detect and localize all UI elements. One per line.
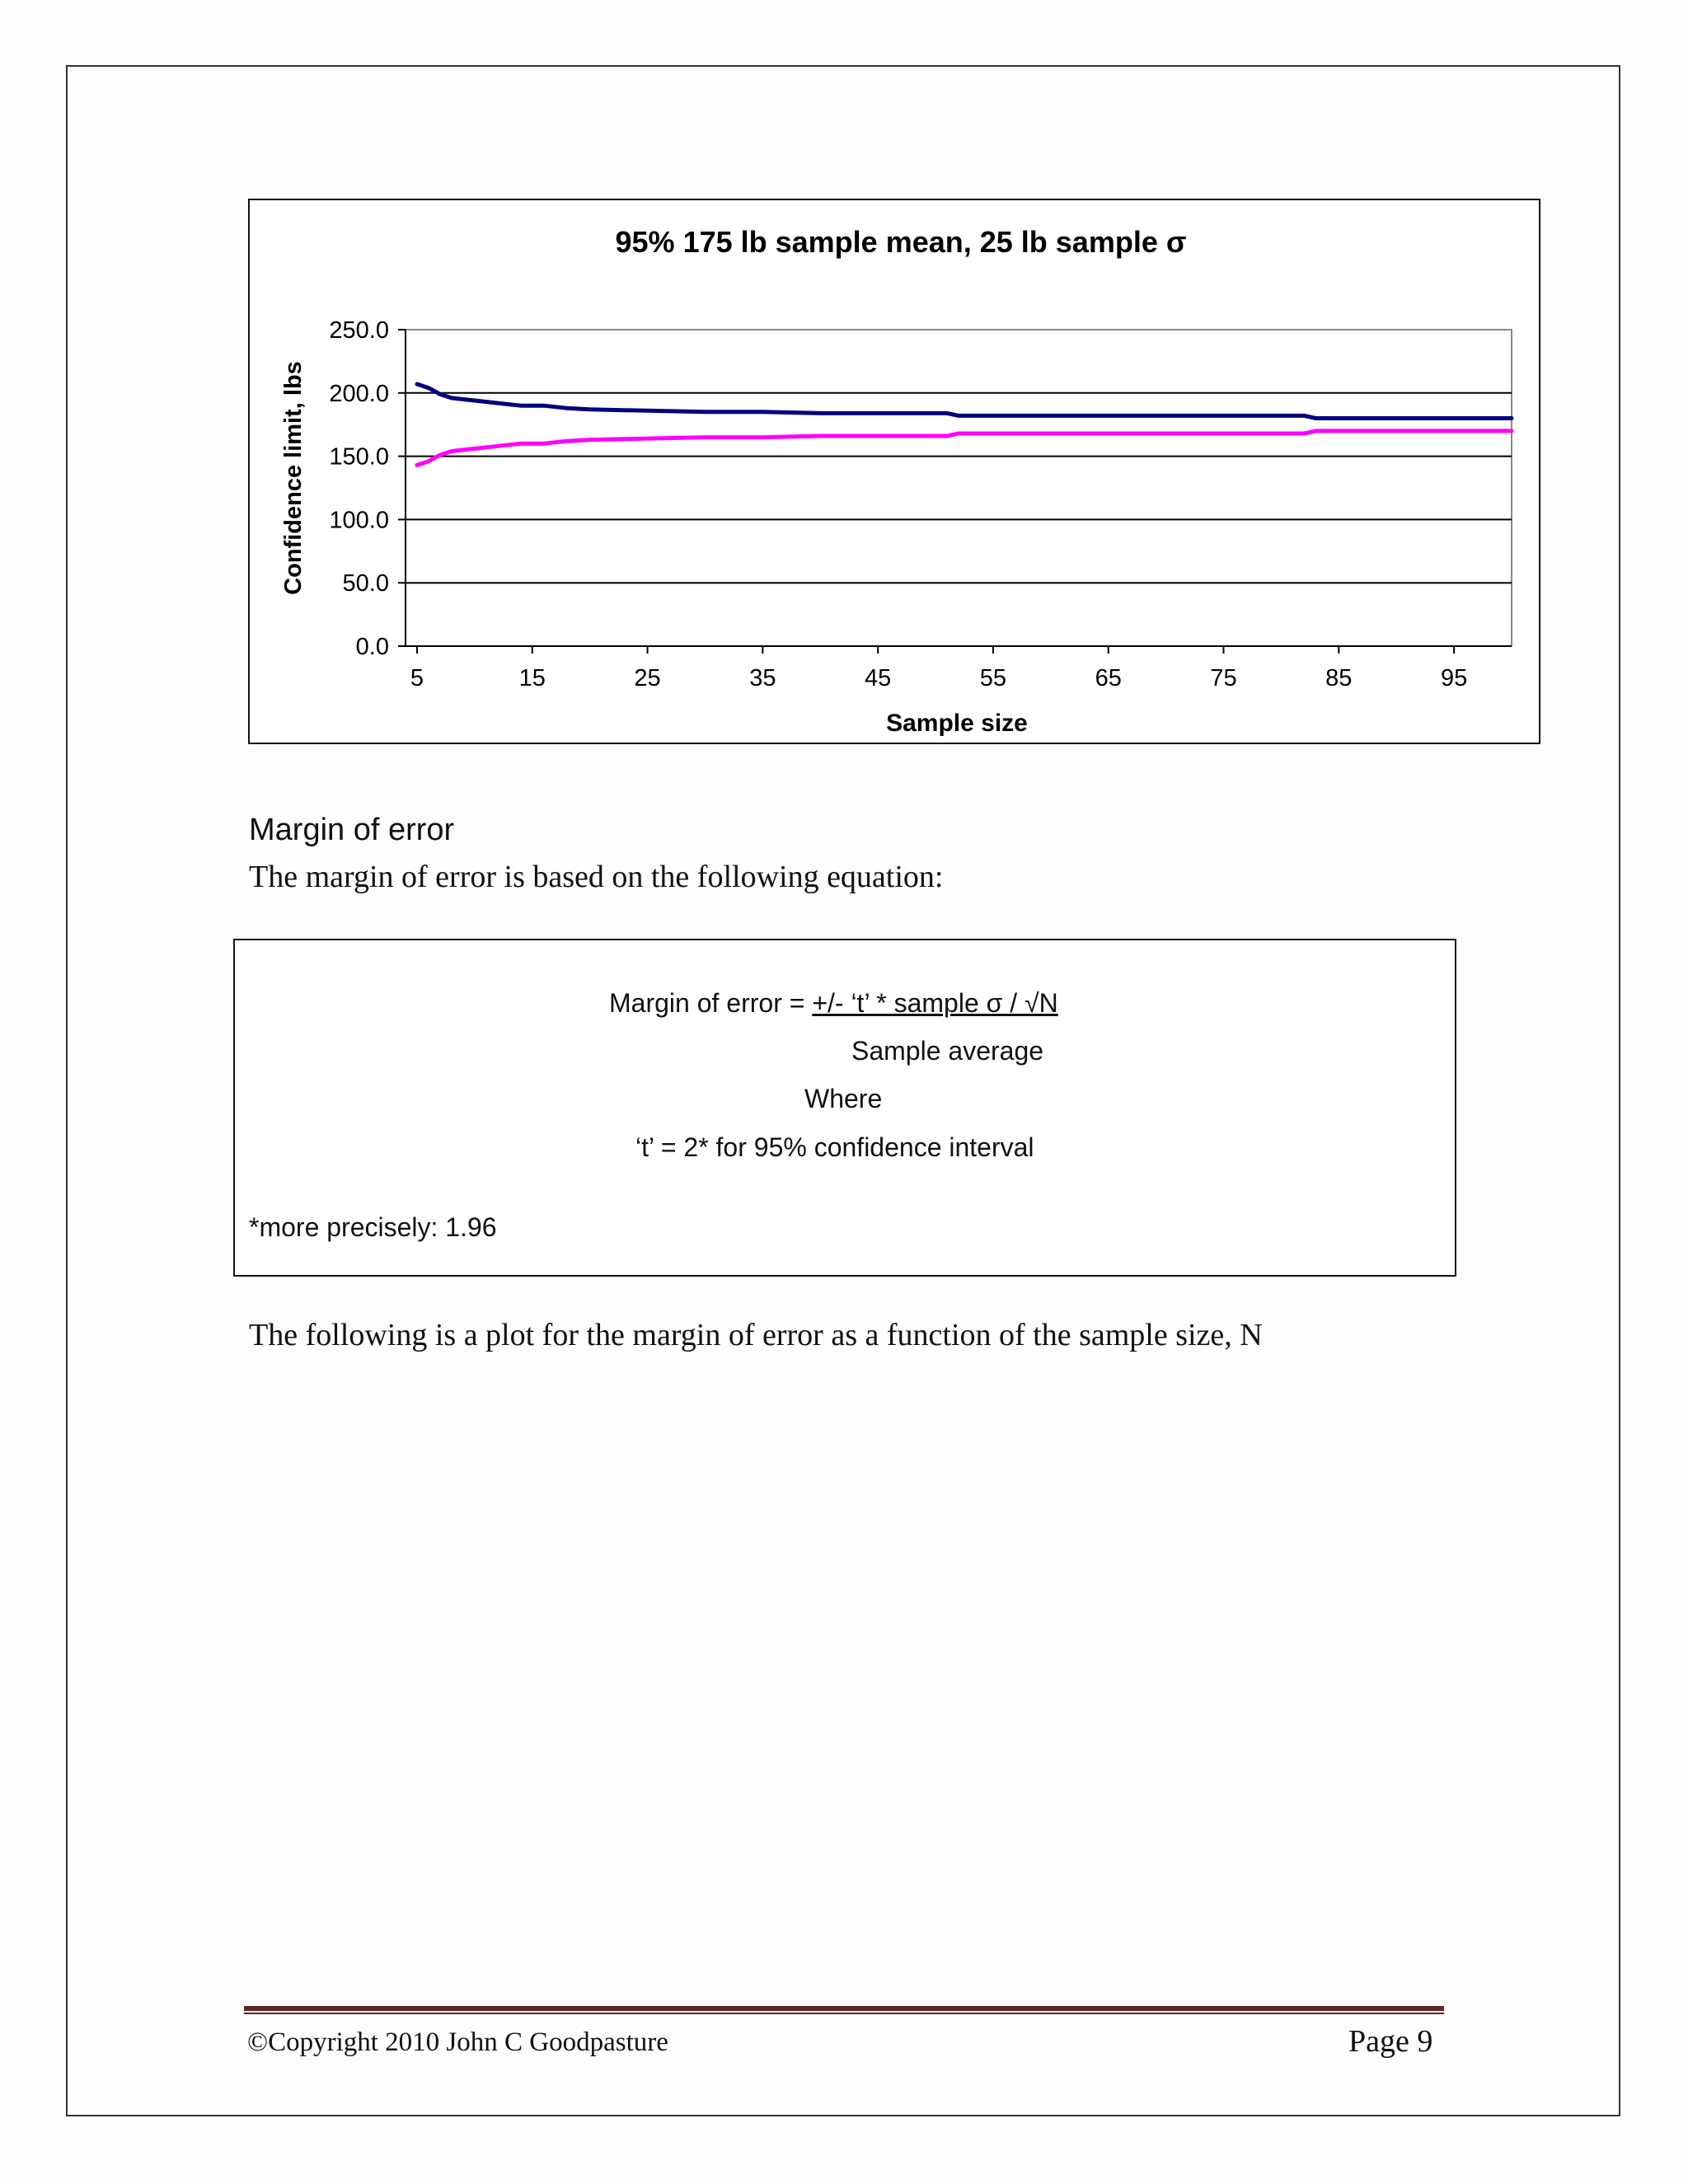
intro-paragraph: The margin of error is based on the following equation: bbox=[249, 860, 944, 894]
x-tick-label: 25 bbox=[634, 665, 661, 691]
upper-confidence-line bbox=[417, 384, 1512, 419]
equation-box bbox=[233, 939, 1456, 1277]
footer-rule bbox=[244, 2006, 1444, 2011]
equation-where: Where bbox=[804, 1084, 883, 1113]
x-tick-label: 35 bbox=[749, 665, 776, 691]
plot-frame bbox=[406, 330, 1512, 646]
footer-rule-thin bbox=[244, 2013, 1444, 2014]
equation-numerator: +/- ‘t’ * sample σ / √N bbox=[812, 988, 1058, 1018]
following-paragraph: The following is a plot for the margin of error as a function of the sample size, N bbox=[249, 1318, 1263, 1352]
chart-title: 95% 175 lb sample mean, 25 lb sample σ bbox=[615, 225, 1187, 259]
y-tick-label: 0.0 bbox=[355, 634, 389, 660]
y-tick-label: 150.0 bbox=[329, 443, 389, 471]
x-tick-label: 15 bbox=[518, 665, 546, 691]
x-tick-label: 55 bbox=[979, 665, 1007, 691]
x-tick-label: 95 bbox=[1440, 665, 1468, 691]
x-tick-label: 65 bbox=[1095, 665, 1122, 691]
y-tick-label: 50.0 bbox=[342, 570, 389, 598]
chart-x-axis-label: Sample size bbox=[886, 710, 1028, 737]
x-tick-label: 85 bbox=[1325, 665, 1353, 691]
plot-area bbox=[329, 317, 1512, 691]
confidence-limit-chart bbox=[248, 199, 1540, 744]
y-tick-label: 250.0 bbox=[329, 317, 389, 344]
equation-footnote: *more precisely: 1.96 bbox=[249, 1212, 497, 1242]
x-tick-label: 5 bbox=[410, 665, 424, 691]
chart-y-axis-label: Confidence limit, lbs bbox=[280, 361, 307, 595]
equation-denominator: Sample average bbox=[851, 1036, 1044, 1066]
equation-t-definition: ‘t’ = 2* for 95% confidence interval bbox=[635, 1132, 1034, 1162]
y-tick-label: 100.0 bbox=[329, 507, 389, 534]
equation-lhs: Margin of error = bbox=[609, 988, 813, 1018]
x-tick-label: 75 bbox=[1210, 665, 1237, 691]
footer-copyright: ©Copyright 2010 John C Goodpasture bbox=[247, 2027, 668, 2057]
equation-line bbox=[609, 988, 1058, 1019]
y-tick-label: 200.0 bbox=[329, 380, 389, 407]
x-tick-label: 45 bbox=[865, 665, 892, 691]
lower-confidence-line bbox=[417, 431, 1512, 466]
footer-page-number: Page 9 bbox=[1348, 2024, 1433, 2059]
section-heading: Margin of error bbox=[249, 813, 455, 847]
chart-svg bbox=[250, 200, 1539, 743]
